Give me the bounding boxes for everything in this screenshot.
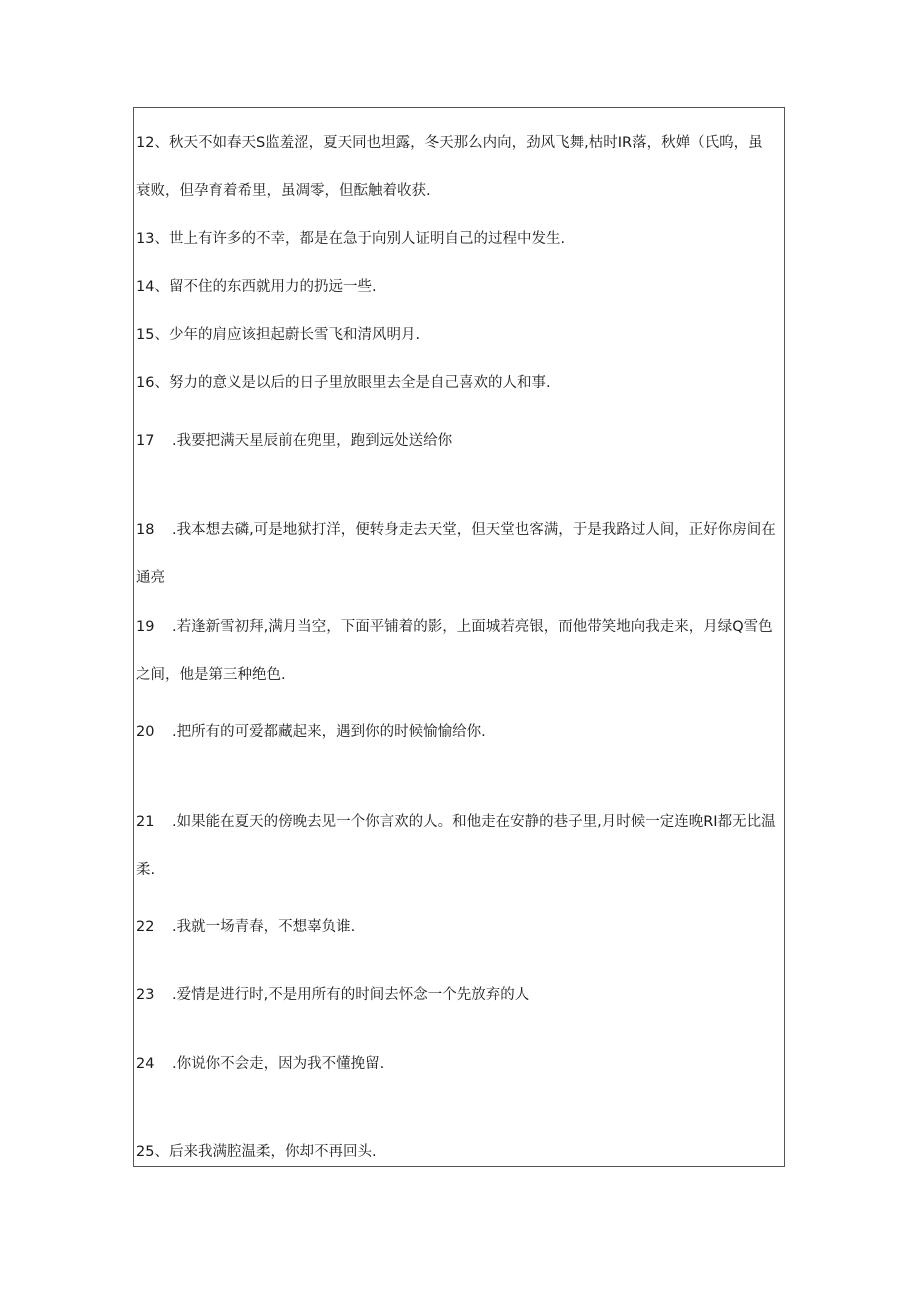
entry-22-text: .我就一场青春，不想辜负谁. [172,919,356,935]
entry-18-text: .我本想去磷,可是地狱打洋，便转身走去天堂，但天堂也客满，于是我路过人间，正好你房间在 [172,522,776,538]
entry-24-text: .你说你不会走，因为我不懂挽留. [172,1056,385,1072]
entry-21 [136,812,776,832]
entry-19-line-2: 之间，他是第三种绝色. [136,667,286,683]
entry-20-number: 20 [136,724,155,740]
entry-17-text: .我要把满天星辰前在兜里，跑到远处送给你 [172,433,453,449]
entry-22-number: 22 [136,919,155,935]
entry-22 [136,917,355,937]
entry-17-number: 17 [136,433,155,449]
entry-12-line-1: 12、秋天不如春天S监羞涩，夏天同也坦露，冬天那么内向，劲风飞舞,枯时IR落，秋婵（氏呜，虽 [136,135,763,151]
entry-19 [136,617,773,637]
entry-19-text: .若逢新雪初拜,满月当空，下面平铺着的影，上面城若亮银，而他带笑地向我走来，月绿Q雪色 [172,619,773,635]
entry-25: 25、后来我满腔温柔，你却不再回头. [136,1144,377,1160]
entry-21-number: 21 [136,814,155,830]
entry-18-line-2: 通亮 [136,570,165,586]
entry-23-number: 23 [136,987,155,1003]
entry-16: 16、努力的意义是以后的日子里放眼里去全是自己喜欢的人和事. [136,375,551,391]
entry-14: 14、留不住的东西就用力的扔远一些. [136,279,377,295]
entry-24 [136,1054,384,1074]
entry-20-text: .把所有的可爱都藏起来，遇到你的时候愉愉给你. [172,724,486,740]
entry-23 [136,985,529,1005]
entry-21-text: .如果能在夏天的傍晚去见一个你言欢的人。和他走在安静的巷子里,月时候一定连晚RI都无比温 [172,814,776,830]
entry-13: 13、世上有许多的不幸，都是在急于向别人证明自己的过程中发生. [136,231,566,247]
entry-24-number: 24 [136,1056,155,1072]
entry-18-number: 18 [136,522,155,538]
entry-20 [136,722,486,742]
entry-15: 15、少年的肩应该担起蔚长雪飞和清风明月. [136,327,421,343]
text-frame [133,107,785,1167]
entry-21-line-2: 柔. [136,862,156,878]
entry-18 [136,520,776,540]
entry-19-number: 19 [136,619,155,635]
entry-23-text: .爱情是进行时,不是用所有的时间去怀念一个先放弃的人 [172,987,530,1003]
entry-12-line-2: 衰败，但孕育着希里，虽凋零，但酝触着收获. [136,183,431,199]
entry-17 [136,431,452,451]
